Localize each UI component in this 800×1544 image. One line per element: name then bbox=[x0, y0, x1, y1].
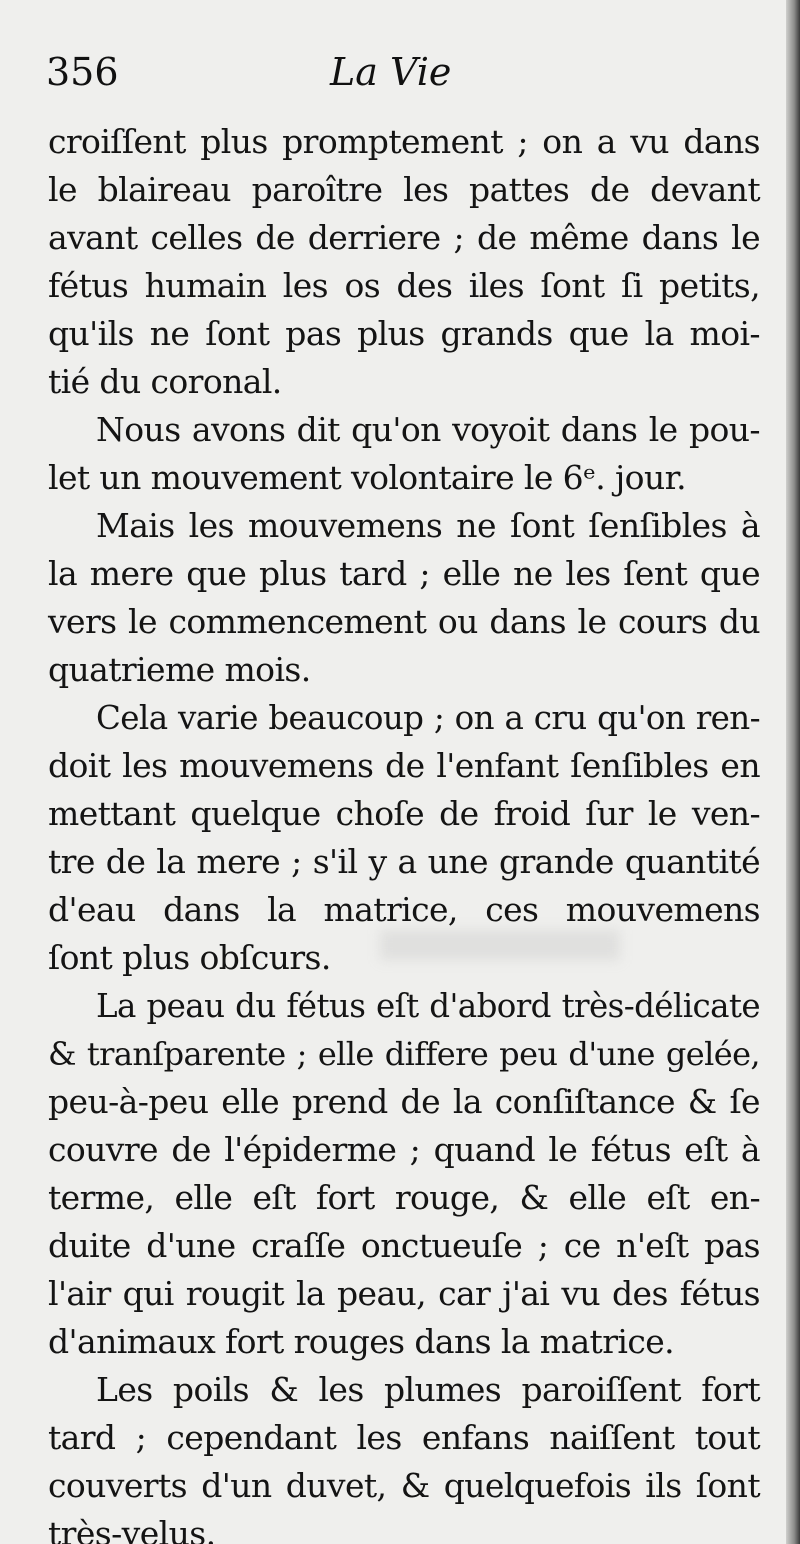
text-line: Mais les mouvemens ne ſont ſenſibles à bbox=[96, 506, 760, 545]
text-line: d'eau dans la matrice, ces mouvemens bbox=[48, 890, 760, 929]
text-line: l'air qui rougit la peau, car j'ai vu des fétus bbox=[48, 1274, 760, 1313]
text-line: terme, elle eſt fort rouge, & elle eſt en- bbox=[48, 1178, 760, 1217]
text-line: vers le commencement ou dans le cours du bbox=[48, 602, 760, 641]
text-line: tié du coronal. bbox=[48, 362, 282, 401]
paragraph-1 bbox=[48, 118, 760, 406]
text-line: mettant quelque choſe de froid ſur le ven- bbox=[48, 794, 760, 833]
text-line: doit les mouvemens de l'enfant ſenſibles en bbox=[48, 746, 760, 785]
text-line: La peau du fétus eſt d'abord très-délicate bbox=[96, 987, 760, 1025]
text-line: d'animaux fort rouges dans la matrice. bbox=[48, 1322, 675, 1361]
text-line: let un mouvement volontaire le 6ᵉ. jour. bbox=[48, 458, 687, 497]
text-line: tard ; cependant les enfans naiſſent tout bbox=[48, 1418, 760, 1457]
text-line: fétus humain les os des iles ſont ſi petits, bbox=[48, 266, 760, 305]
text-line: très-velus. bbox=[48, 1514, 216, 1544]
text-line: croiſſent plus promptement ; on a vu dans bbox=[48, 122, 760, 161]
page-header bbox=[0, 42, 800, 102]
text-line: quatrieme mois. bbox=[48, 650, 311, 689]
text-line: ſont plus obſcurs. bbox=[48, 938, 331, 977]
text-line: peu-à-peu elle prend de la conſiſtance & ſe bbox=[48, 1082, 760, 1121]
paragraph-4 bbox=[48, 694, 760, 982]
paragraph-2 bbox=[48, 406, 760, 502]
text-line: qu'ils ne ſont pas plus grands que la moi- bbox=[48, 314, 760, 353]
body-text bbox=[48, 118, 760, 1544]
text-line: avant celles de derriere ; de même dans le bbox=[48, 218, 760, 257]
page-edge-shadow bbox=[786, 0, 800, 1544]
page-number: 356 bbox=[46, 50, 119, 94]
text-line: duite d'une craſſe onctueuſe ; ce n'eſt pas bbox=[48, 1226, 760, 1265]
paragraph-5 bbox=[48, 982, 760, 1366]
text-line: Nous avons dit qu'on voyoit dans le pou- bbox=[96, 410, 760, 449]
text-line: couverts d'un duvet, & quelquefois ils ſont bbox=[48, 1466, 760, 1505]
text-line: Cela varie beaucoup ; on a cru qu'on ren- bbox=[96, 699, 760, 737]
paragraph-3 bbox=[48, 502, 760, 694]
text-line: & tranſparente ; elle differe peu d'une gelée, bbox=[48, 1035, 760, 1073]
text-line: couvre de l'épiderme ; quand le fétus eſt à bbox=[48, 1130, 760, 1169]
paragraph-6 bbox=[48, 1366, 760, 1544]
text-line: le blaireau paroître les pattes de devant bbox=[48, 170, 760, 209]
text-line: la mere que plus tard ; elle ne les ſent que bbox=[48, 554, 760, 593]
text-line: Les poils & les plumes paroiſſent fort bbox=[96, 1370, 760, 1409]
text-line: tre de la mere ; s'il y a une grande quantité bbox=[48, 842, 760, 881]
running-title: La Vie bbox=[330, 50, 452, 94]
